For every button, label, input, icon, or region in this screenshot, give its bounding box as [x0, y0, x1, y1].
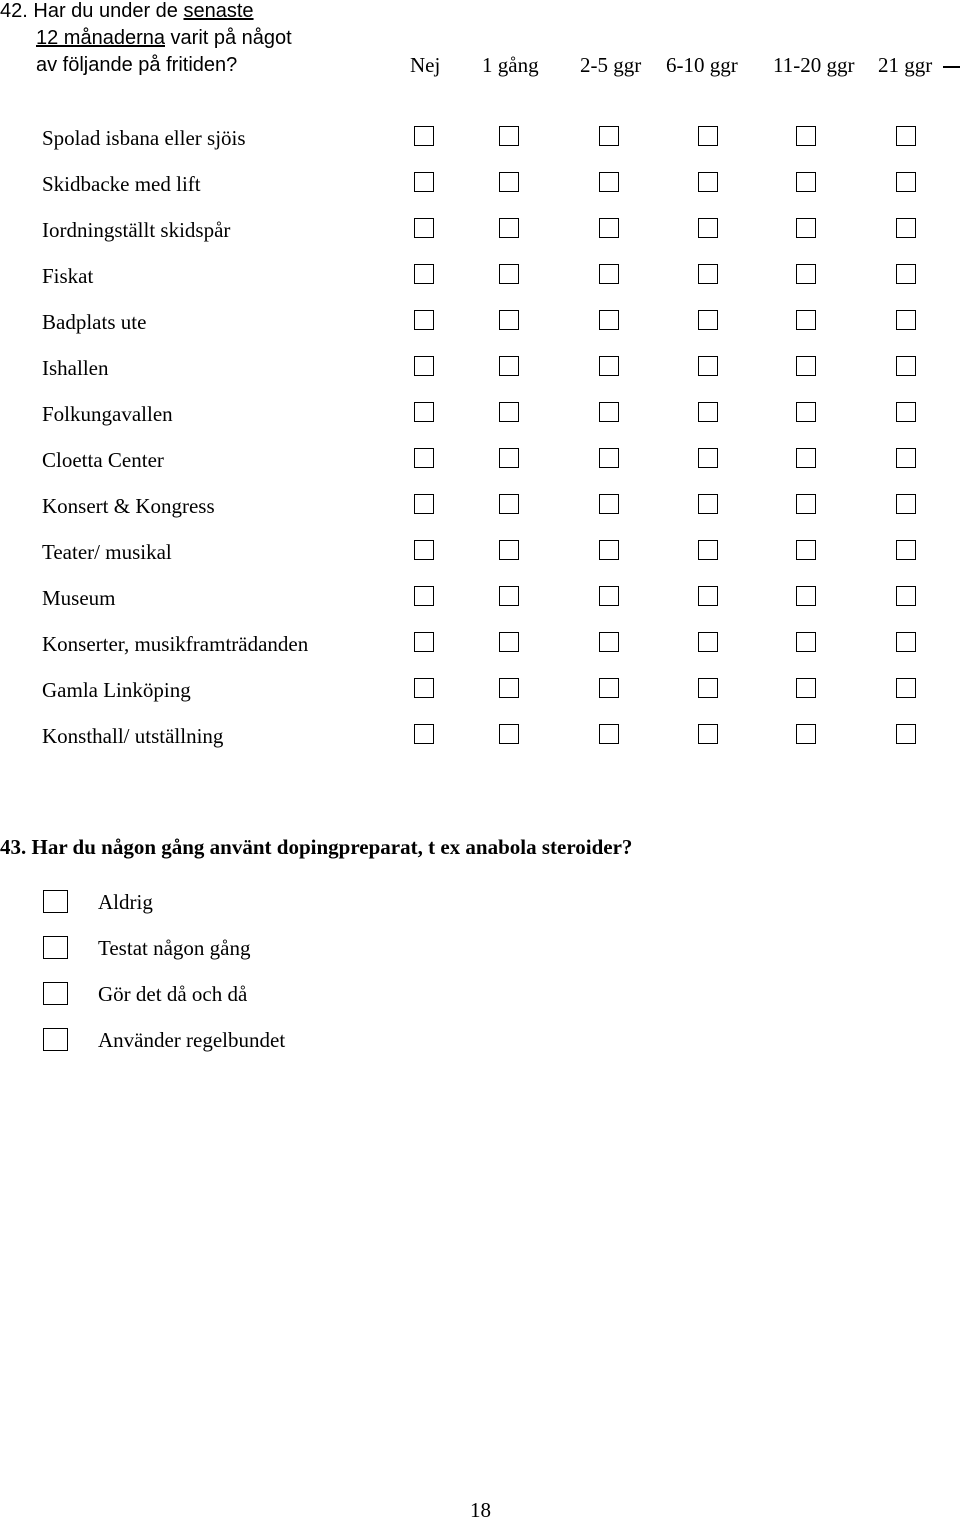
checkbox-2-4[interactable]: [698, 172, 718, 192]
q42-heading-line-2: [36, 25, 292, 52]
q42-heading-line-1: [0, 0, 254, 25]
q42-number: 42.: [0, 0, 28, 22]
checkbox-14-6[interactable]: [896, 724, 916, 744]
q42-text-b: varit på något: [164, 27, 292, 49]
checkbox-4-5[interactable]: [796, 264, 816, 284]
page-number: 18: [470, 1498, 491, 1522]
checkbox-4-1[interactable]: [414, 264, 434, 284]
checkbox-2-6[interactable]: [896, 172, 916, 192]
q43-option-checkbox[interactable]: [43, 936, 68, 959]
checkbox-10-5[interactable]: [796, 540, 816, 560]
header-6-10-ggr: 6-10 ggr: [666, 53, 738, 77]
activity-label: Ishallen: [42, 356, 109, 380]
checkbox-5-3[interactable]: [599, 310, 619, 330]
q43-option-label: Använder regelbundet: [98, 1028, 286, 1052]
q43-option-checkbox[interactable]: [43, 890, 68, 913]
checkbox-5-2[interactable]: [499, 310, 519, 330]
header-nej: Nej: [410, 53, 441, 77]
checkbox-3-2[interactable]: [499, 218, 519, 238]
checkbox-1-6[interactable]: [896, 126, 916, 146]
checkbox-13-1[interactable]: [414, 678, 434, 698]
checkbox-7-1[interactable]: [414, 402, 434, 422]
checkbox-8-6[interactable]: [896, 448, 916, 468]
checkbox-10-6[interactable]: [896, 540, 916, 560]
checkbox-12-2[interactable]: [499, 632, 519, 652]
checkbox-13-3[interactable]: [599, 678, 619, 698]
checkbox-6-1[interactable]: [414, 356, 434, 376]
activity-label: Badplats ute: [42, 310, 147, 334]
checkbox-3-4[interactable]: [698, 218, 718, 238]
checkbox-3-3[interactable]: [599, 218, 619, 238]
checkbox-13-5[interactable]: [796, 678, 816, 698]
checkbox-11-1[interactable]: [414, 586, 434, 606]
checkbox-12-5[interactable]: [796, 632, 816, 652]
checkbox-11-2[interactable]: [499, 586, 519, 606]
checkbox-12-1[interactable]: [414, 632, 434, 652]
checkbox-14-3[interactable]: [599, 724, 619, 744]
checkbox-7-6[interactable]: [896, 402, 916, 422]
checkbox-12-6[interactable]: [896, 632, 916, 652]
activity-label: Spolad isbana eller sjöis: [42, 126, 246, 150]
checkbox-7-2[interactable]: [499, 402, 519, 422]
checkbox-9-5[interactable]: [796, 494, 816, 514]
checkbox-5-5[interactable]: [796, 310, 816, 330]
checkbox-6-5[interactable]: [796, 356, 816, 376]
activity-label: Konsthall/ utställning: [42, 724, 224, 748]
checkbox-11-4[interactable]: [698, 586, 718, 606]
checkbox-8-3[interactable]: [599, 448, 619, 468]
checkbox-1-3[interactable]: [599, 126, 619, 146]
q43-option-label: Gör det då och då: [98, 982, 248, 1006]
checkbox-8-5[interactable]: [796, 448, 816, 468]
checkbox-2-3[interactable]: [599, 172, 619, 192]
checkbox-14-2[interactable]: [499, 724, 519, 744]
checkbox-6-3[interactable]: [599, 356, 619, 376]
checkbox-10-2[interactable]: [499, 540, 519, 560]
checkbox-8-4[interactable]: [698, 448, 718, 468]
checkbox-3-5[interactable]: [796, 218, 816, 238]
checkbox-9-6[interactable]: [896, 494, 916, 514]
q43-heading: 43. Har du någon gång använt dopingpreparat, t ex anabola steroider?: [0, 835, 633, 859]
checkbox-14-5[interactable]: [796, 724, 816, 744]
checkbox-3-1[interactable]: [414, 218, 434, 238]
checkbox-11-6[interactable]: [896, 586, 916, 606]
checkbox-11-5[interactable]: [796, 586, 816, 606]
q42-text-a: Har du under de: [33, 0, 184, 22]
header-11-20-ggr: 11-20 ggr: [773, 53, 855, 77]
checkbox-8-1[interactable]: [414, 448, 434, 468]
checkbox-6-2[interactable]: [499, 356, 519, 376]
checkbox-10-1[interactable]: [414, 540, 434, 560]
checkbox-13-6[interactable]: [896, 678, 916, 698]
activity-label: Konsert & Kongress: [42, 494, 215, 518]
q42-text-underlined-b: 12 månaderna: [36, 27, 165, 49]
header-2-5-ggr: 2-5 ggr: [580, 53, 642, 77]
checkbox-2-2[interactable]: [499, 172, 519, 192]
checkbox-1-5[interactable]: [796, 126, 816, 146]
checkbox-4-6[interactable]: [896, 264, 916, 284]
q43-option-checkbox[interactable]: [43, 1028, 68, 1051]
activity-label: Gamla Linköping: [42, 678, 191, 702]
checkbox-7-3[interactable]: [599, 402, 619, 422]
checkbox-10-3[interactable]: [599, 540, 619, 560]
checkbox-12-4[interactable]: [698, 632, 718, 652]
q43-option-label: Testat någon gång: [98, 936, 251, 960]
q42-text-underlined-a: senaste: [183, 0, 254, 22]
checkbox-14-4[interactable]: [698, 724, 718, 744]
activity-label: Iordningställt skidspår: [42, 218, 231, 242]
header-1-gang: 1 gång: [482, 53, 539, 77]
activity-label: Konserter, musikframträdanden: [42, 632, 309, 656]
header-dash: [943, 66, 960, 68]
checkbox-7-5[interactable]: [796, 402, 816, 422]
activity-label: Teater/ musikal: [42, 540, 172, 564]
checkbox-1-2[interactable]: [499, 126, 519, 146]
checkbox-9-2[interactable]: [499, 494, 519, 514]
checkbox-9-3[interactable]: [599, 494, 619, 514]
checkbox-4-4[interactable]: [698, 264, 718, 284]
checkbox-4-2[interactable]: [499, 264, 519, 284]
checkbox-5-1[interactable]: [414, 310, 434, 330]
q43-option-checkbox[interactable]: [43, 982, 68, 1005]
activity-label: Museum: [42, 586, 116, 610]
activity-label: Folkungavallen: [42, 402, 173, 426]
activity-label: Fiskat: [42, 264, 94, 288]
checkbox-3-6[interactable]: [896, 218, 916, 238]
checkbox-1-1[interactable]: [414, 126, 434, 146]
checkbox-5-4[interactable]: [698, 310, 718, 330]
checkbox-1-4[interactable]: [698, 126, 718, 146]
checkbox-9-1[interactable]: [414, 494, 434, 514]
checkbox-5-6[interactable]: [896, 310, 916, 330]
checkbox-11-3[interactable]: [599, 586, 619, 606]
checkbox-13-2[interactable]: [499, 678, 519, 698]
checkbox-2-5[interactable]: [796, 172, 816, 192]
checkbox-12-3[interactable]: [599, 632, 619, 652]
checkbox-6-6[interactable]: [896, 356, 916, 376]
checkbox-14-1[interactable]: [414, 724, 434, 744]
checkbox-2-1[interactable]: [414, 172, 434, 192]
checkbox-9-4[interactable]: [698, 494, 718, 514]
checkbox-7-4[interactable]: [698, 402, 718, 422]
checkbox-8-2[interactable]: [499, 448, 519, 468]
activity-label: Skidbacke med lift: [42, 172, 201, 196]
checkbox-4-3[interactable]: [599, 264, 619, 284]
q43-option-label: Aldrig: [98, 890, 153, 914]
header-21-ggr: 21 ggr: [878, 53, 933, 77]
checkbox-10-4[interactable]: [698, 540, 718, 560]
checkbox-13-4[interactable]: [698, 678, 718, 698]
activity-label: Cloetta Center: [42, 448, 164, 472]
q42-heading-line-3: av följande på fritiden?: [36, 54, 238, 76]
checkbox-6-4[interactable]: [698, 356, 718, 376]
